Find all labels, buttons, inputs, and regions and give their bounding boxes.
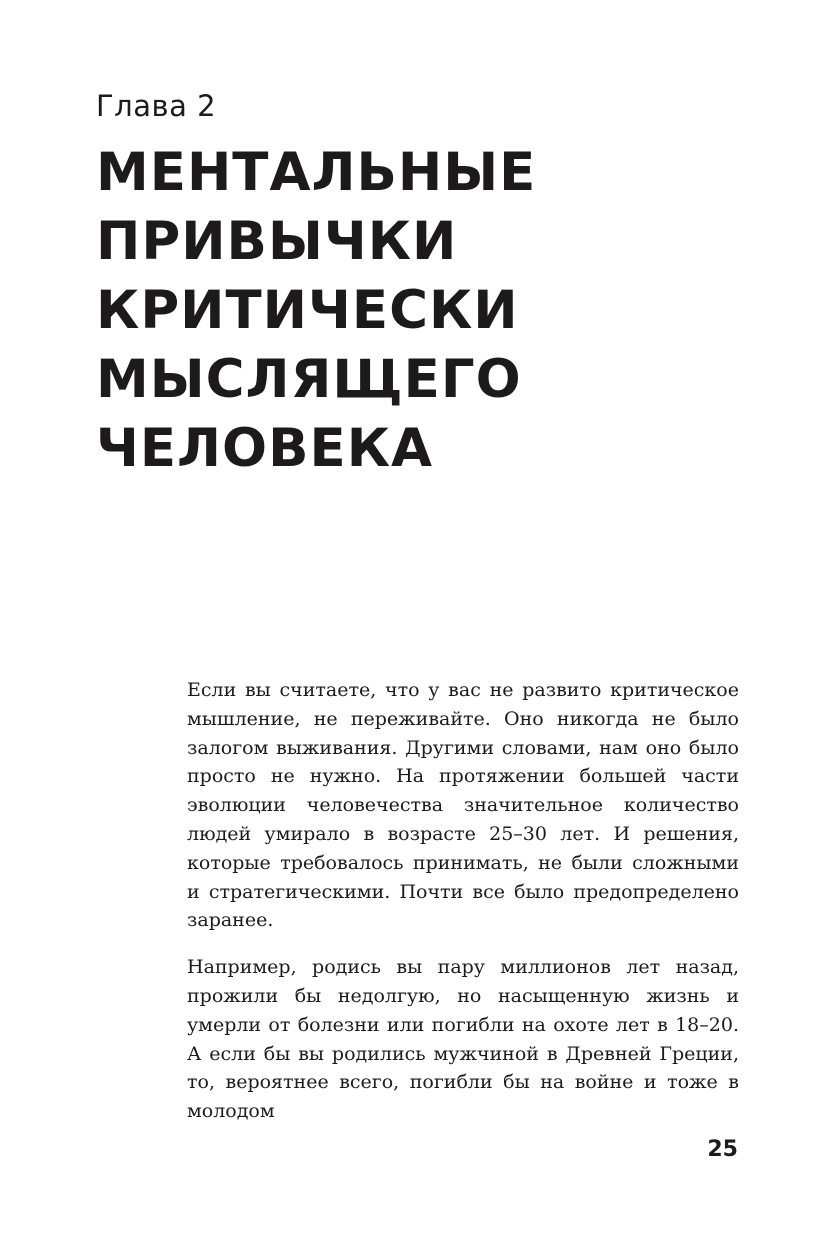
paragraph: Если вы считаете, что у вас не развито критическое мышление, не переживайте. Оно никогда не было залогом выживания. Другими словами, нам оно было просто не нужно. На протяжении большей части эволюции человечества значительное количество людей умирало в возрасте 25–30 лет. И решения, которые требовалось принимать, не были сложными и стратегическими. Почти все было предопределено заранее. bbox=[187, 679, 739, 932]
chapter-title bbox=[96, 138, 536, 483]
chapter-title-line: ПРИВЫЧКИ bbox=[96, 211, 458, 272]
chapter-title-line: МЫСЛЯЩЕГО bbox=[96, 349, 522, 410]
paragraph: Например, родись вы пару миллионов лет назад, прожили бы недолгую, но насыщенную жизнь и умерли от болезни или погибли на охоте лет в 18–20. А если бы вы родились мужчиной в Древней Греции, то, вероятнее всего, погибли бы на войне и тоже в молодом bbox=[187, 956, 739, 1123]
chapter-title-line: ЧЕЛОВЕКА bbox=[96, 418, 434, 479]
body-text bbox=[187, 676, 739, 1126]
page-number: 25 bbox=[707, 1137, 738, 1162]
chapter-title-line: КРИТИЧЕСКИ bbox=[96, 280, 519, 341]
chapter-title-line: МЕНТАЛЬНЫЕ bbox=[96, 142, 537, 203]
chapter-label: Глава 2 bbox=[96, 89, 217, 123]
